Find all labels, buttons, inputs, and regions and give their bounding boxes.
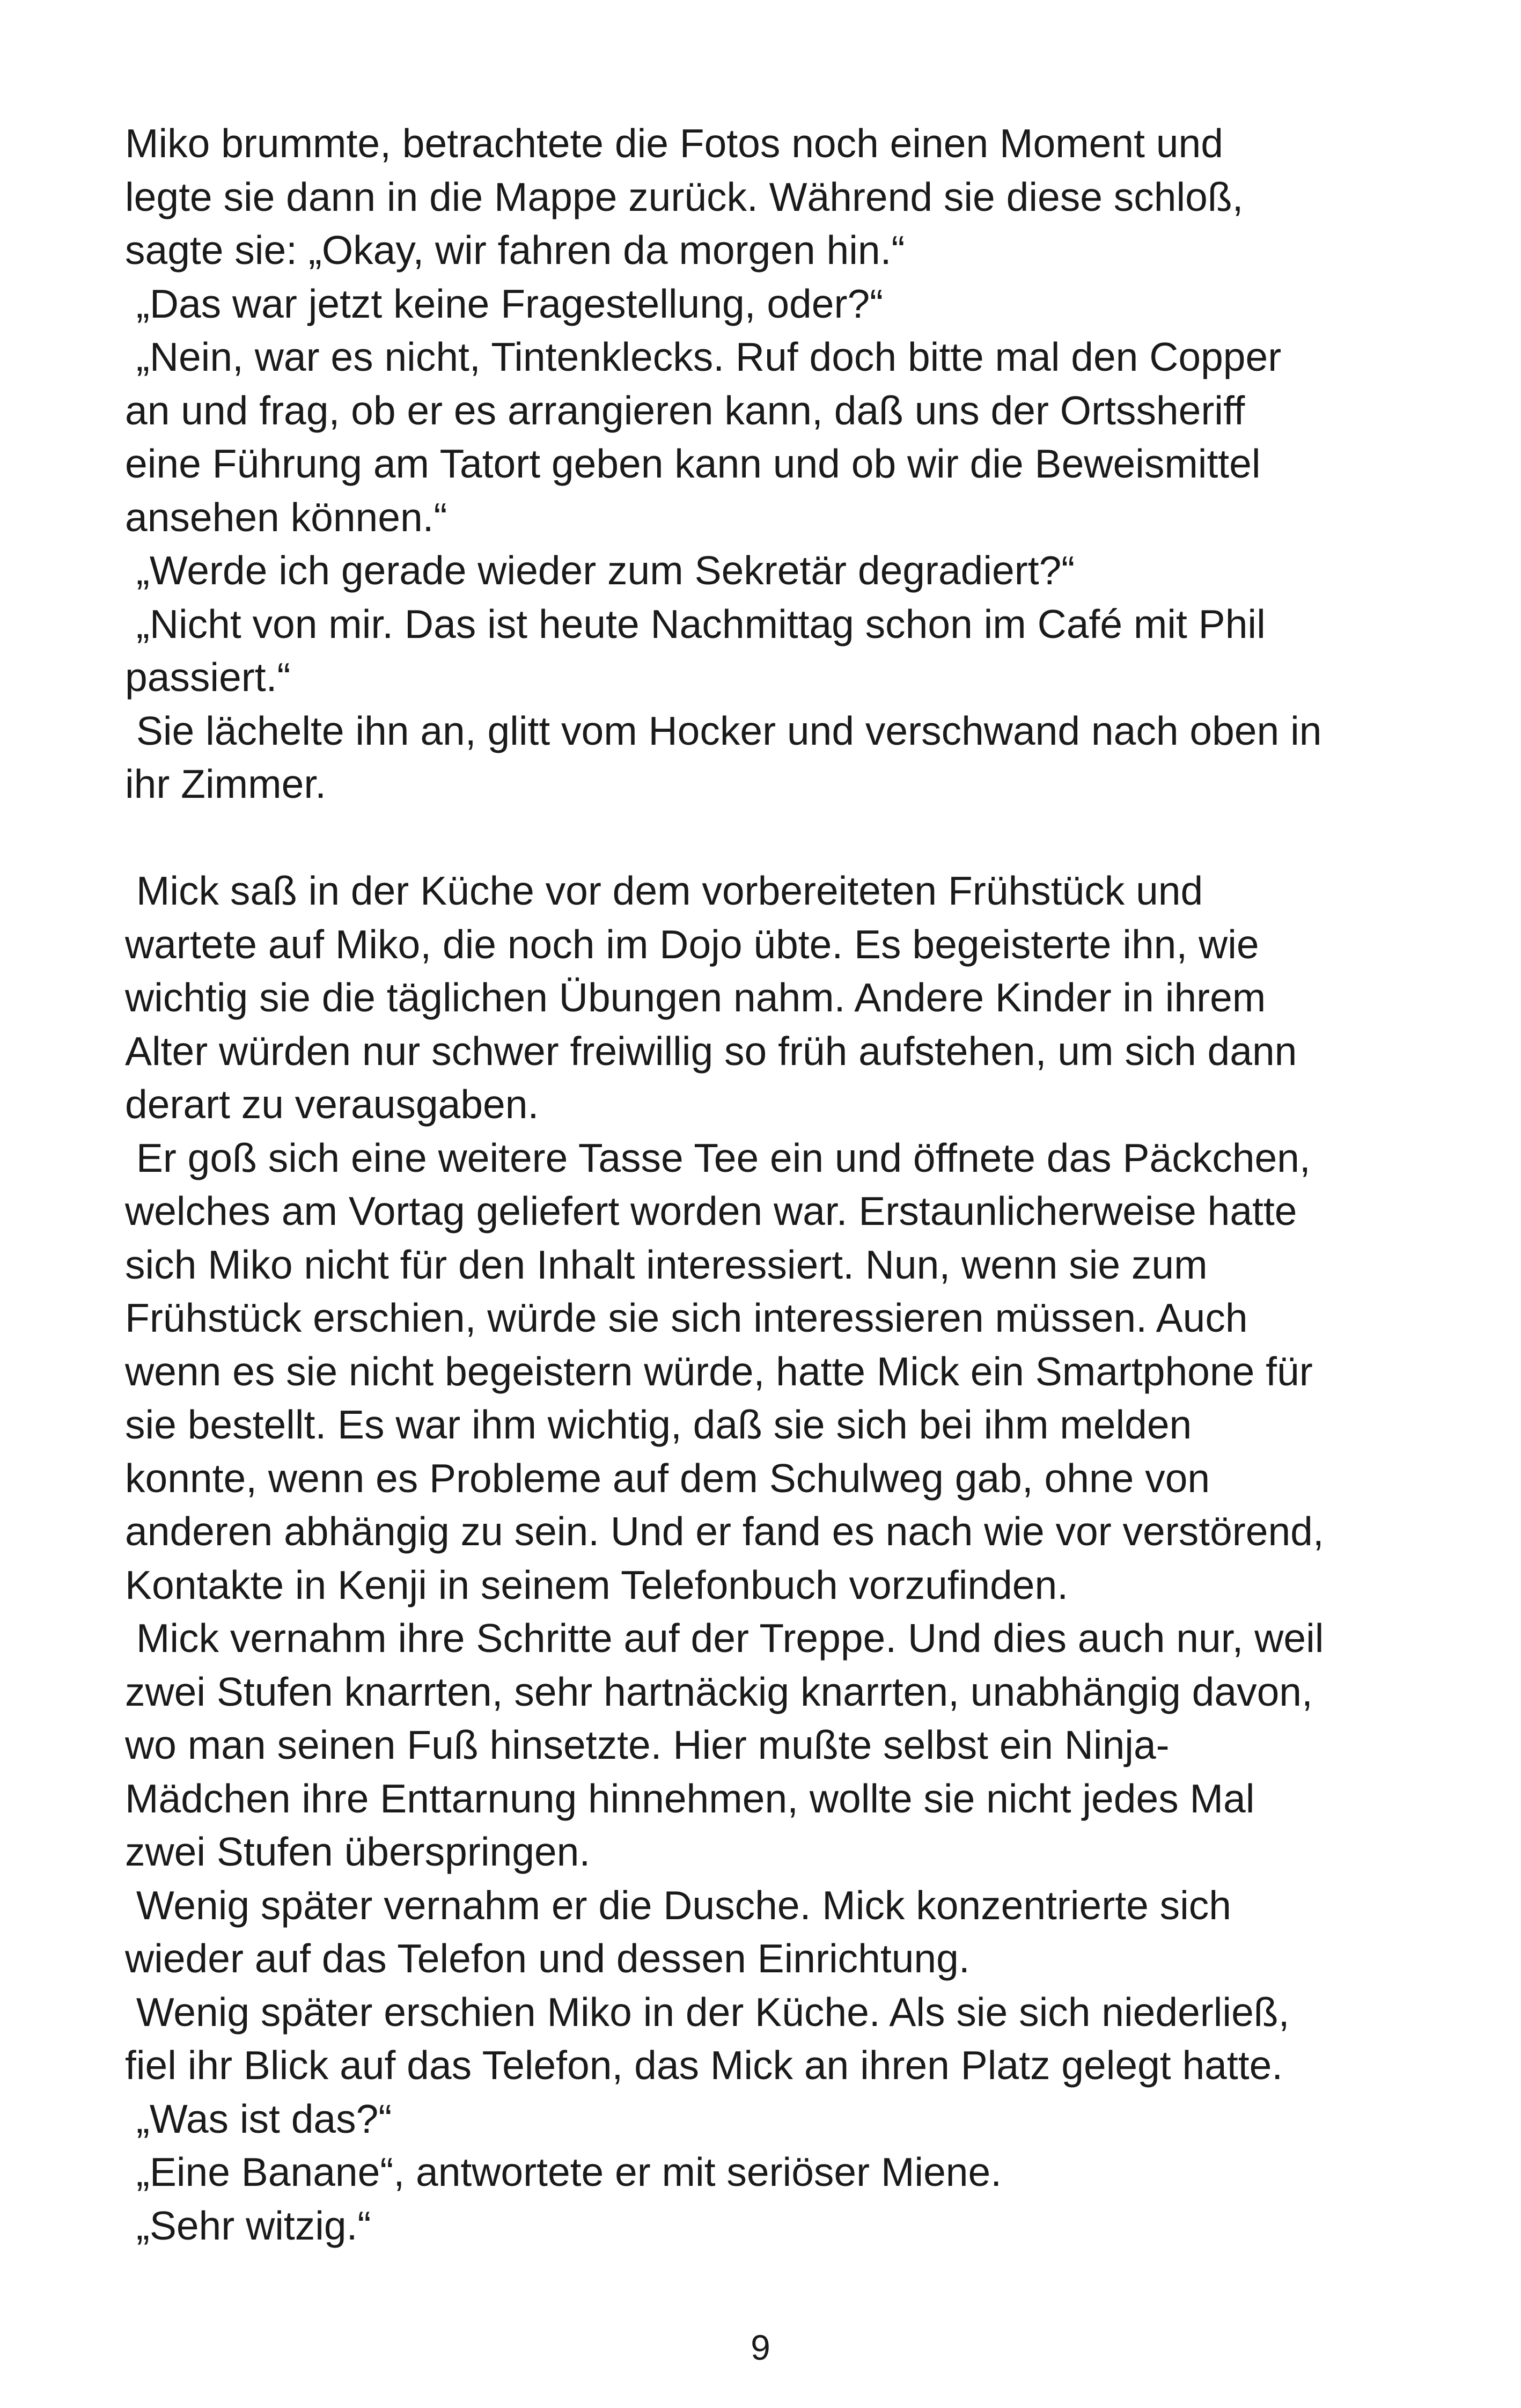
text-line: Er goß sich eine weitere Tasse Tee ein und öffnete das Päckchen, [125,1135,1311,1180]
text-line: wo man seinen Fuß hinsetzte. Hier mußte selbst ein Ninja- [125,1722,1170,1767]
body-text [125,117,1413,2252]
text-line: eine Führung am Tatort geben kann und ob wir die Beweismittel [125,441,1261,486]
text-line: derart zu verausgaben. [125,1082,539,1127]
text-line: Sie lächelte ihn an, glitt vom Hocker und verschwand nach oben in [125,708,1322,753]
text-line: wieder auf das Telefon und dessen Einrichtung. [125,1936,970,1981]
text-line: „Eine Banane“, antwortete er mit seriöser Miene. [125,2149,1002,2194]
text-line: konnte, wenn es Probleme auf dem Schulweg gab, ohne von [125,1455,1210,1501]
text-line: wartete auf Miko, die noch im Dojo übte. Es begeisterte ihn, wie [125,921,1259,967]
text-line: sagte sie: „Okay, wir fahren da morgen hin.“ [125,227,905,273]
text-line: Frühstück erschien, würde sie sich interessieren müssen. Auch [125,1295,1248,1340]
text-line: fiel ihr Blick auf das Telefon, das Mick an ihren Platz gelegt hatte. [125,2043,1283,2088]
text-line: sie bestellt. Es war ihm wichtig, daß sie sich bei ihm melden [125,1402,1192,1447]
text-line: „Nein, war es nicht, Tintenklecks. Ruf doch bitte mal den Copper [125,334,1282,379]
text-line: „Werde ich gerade wieder zum Sekretär degradiert?“ [125,548,1075,593]
text-line: zwei Stufen überspringen. [125,1829,591,1874]
text-line: Alter würden nur schwer freiwillig so früh aufstehen, um sich dann [125,1028,1297,1074]
text-line: wichtig sie die täglichen Übungen nahm. Andere Kinder in ihrem [125,975,1266,1020]
text-line: „Was ist das?“ [125,2096,392,2141]
text-line: Mick vernahm ihre Schritte auf der Treppe. Und dies auch nur, weil [125,1616,1324,1661]
text-line: an und frag, ob er es arrangieren kann, daß uns der Ortssheriff [125,387,1245,433]
text-line: Wenig später vernahm er die Dusche. Mick konzentrierte sich [125,1882,1231,1928]
text-line: sich Miko nicht für den Inhalt interessiert. Nun, wenn sie zum [125,1242,1208,1287]
text-line: ansehen können.“ [125,494,447,540]
text-line: „Sehr witzig.“ [125,2203,371,2248]
text-line: Mick saß in der Küche vor dem vorbereiteten Frühstück und [125,868,1203,913]
text-line: Wenig später erschien Miko in der Küche. Als sie sich niederließ, [125,1989,1290,2035]
text-line: „Nicht von mir. Das ist heute Nachmittag schon im Café mit Phil [125,601,1266,647]
text-line: Mädchen ihre Enttarnung hinnehmen, wollte sie nicht jedes Mal [125,1775,1255,1821]
text-line: wenn es sie nicht begeistern würde, hatte Mick ein Smartphone für [125,1348,1313,1394]
text-line: zwei Stufen knarrten, sehr hartnäckig knarrten, unabhängig davon, [125,1669,1313,1714]
text-line: welches am Vortag geliefert worden war. Erstaunlicherweise hatte [125,1188,1297,1234]
page-number: 9 [751,2328,770,2367]
text-line: Miko brummte, betrachtete die Fotos noch einen Moment und [125,121,1223,166]
text-line: „Das war jetzt keine Fragestellung, oder?“ [125,281,884,326]
text-line: passiert.“ [125,655,291,700]
text-line: legte sie dann in die Mappe zurück. Während sie diese schloß, [125,174,1244,219]
text-line: ihr Zimmer. [125,761,326,806]
text-line: anderen abhängig zu sein. Und er fand es nach wie vor verstörend, [125,1509,1324,1554]
paragraph-break [125,811,1413,865]
text-line: Kontakte in Kenji in seinem Telefonbuch vorzufinden. [125,1562,1069,1607]
